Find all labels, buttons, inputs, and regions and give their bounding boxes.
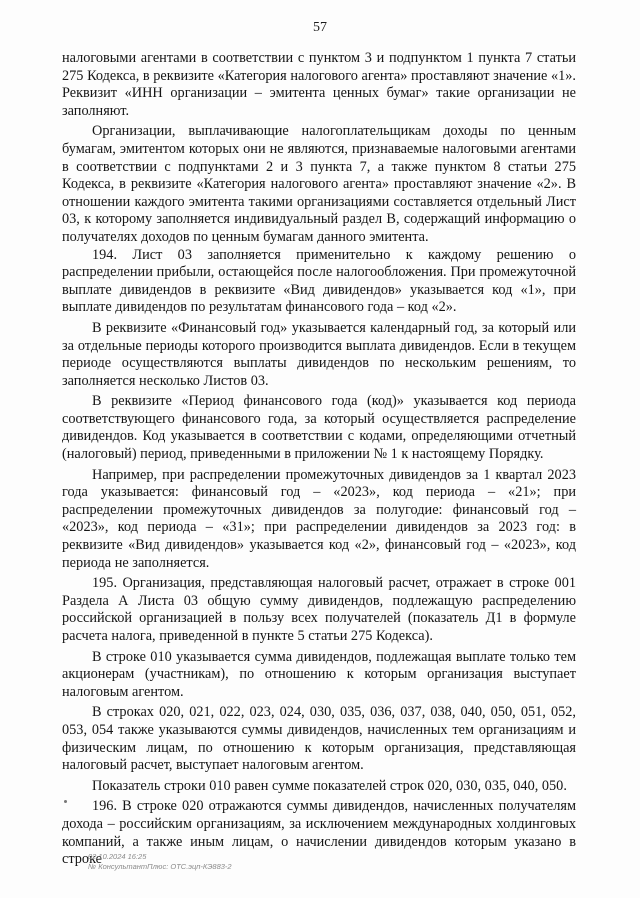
document-body (62, 50, 576, 869)
paragraph-5: В реквизите «Период финансового года (код)» указывается код периода соответствующего финансового года, за который осуществляется распределение дивидендов. Код указывается в соответствии с кодами, определяющими отчетный (налоговый) период, приведенными в приложении № 1 к настоящему Порядку. (62, 393, 576, 463)
page-number: 57 (313, 20, 327, 35)
stamp-date: 02.10.2024 16:25 (88, 852, 147, 861)
paragraph-10: Показатель строки 010 равен сумме показателей строк 020, 030, 035, 040, 050. (92, 777, 567, 794)
paragraph-9: В строках 020, 021, 022, 023, 024, 030, 035, 036, 037, 038, 040, 050, 051, 052, 053, 054 также указываются суммы дивидендов, начисленных тем организациям и физическим лицам, по отношению к которым организация, представляющая налоговый расчет, выступает налоговым агентом. (62, 704, 576, 774)
paragraph-4: В реквизите «Финансовый год» указывается календарный год, за который или за отдельные периоды которого производится выплата дивидендов. Если в текущем периоде осуществляются выплаты дивидендов по нескольким решениям, то заполняется несколько Листов 03. (62, 319, 576, 389)
paragraph-6: Например, при распределении промежуточных дивидендов за 1 квартал 2023 года указывается: финансовый год – «2023», код периода – «21»; при распределении промежуточных дивидендов за полугодие: финансовый год – «2023», код периода – «31»; при распределении дивидендов за 2023 год: в реквизите «Вид дивидендов» указывается код «2», финансовый год – «2023», код периода не заполняется. (62, 466, 576, 571)
paragraph-3: 194. Лист 03 заполняется применительно к каждому решению о распределении прибыли, остающейся после налогообложения. При промежуточной выплате дивидендов в реквизите «Вид дивидендов» указывается код «1», при выплате дивидендов по результатам финансового года – код «2». (62, 246, 576, 316)
paragraph-7: 195. Организация, представляющая налоговый расчет, отражает в строке 001 Раздела А Листа 03 общую сумму дивидендов, подлежащую распределению российской организацией в пользу всех получателей (показатель Д1 в формуле расчета налога, приведенной в пункте 5 статьи 275 Кодекса). (62, 575, 576, 644)
paragraph-11: 196. В строке 020 отражаются суммы дивидендов, начисленных получателям дохода – российским организациям, за исключением международных холдинговых компаний, а также иным лицам, о начислении дивидендов которым указано в строке (62, 798, 576, 868)
stamp-id: № КонсультантПлюс: ОТС.эцп-КЭ883-2 (88, 862, 232, 871)
paragraph-8: В строке 010 указывается сумма дивидендов, подлежащая выплате только тем акционерам (участникам), по отношению к которым организация выступает налоговым агентом. (62, 648, 576, 700)
footer-stamp (88, 852, 232, 872)
paragraph-2: Организации, выплачивающие налогоплательщикам доходы по ценным бумагам, эмитентом которых они не являются, признаваемые налоговыми агентами в соответствии с подпунктами 2 и 3 пункта 7, а также пунктом 8 статьи 275 Кодекса, в реквизите «Категория налогового агента» проставляют значение «2». В отношении каждого эмитента такими организациями составляется отдельный Лист 03, к которому заполняется индивидуальный раздел В, содержащий информацию о получателях доходов по ценным бумагам данного эмитента. (62, 123, 576, 245)
paragraph-1: налоговыми агентами в соответствии с пунктом 3 и подпунктом 1 пункта 7 статьи 275 Кодекса, в реквизите «Категория налогового агента» проставляют значение «1». Реквизит «ИНН организации – эмитента ценных бумаг» такие организации не заполняют. (62, 50, 576, 119)
scan-speck (64, 800, 67, 803)
